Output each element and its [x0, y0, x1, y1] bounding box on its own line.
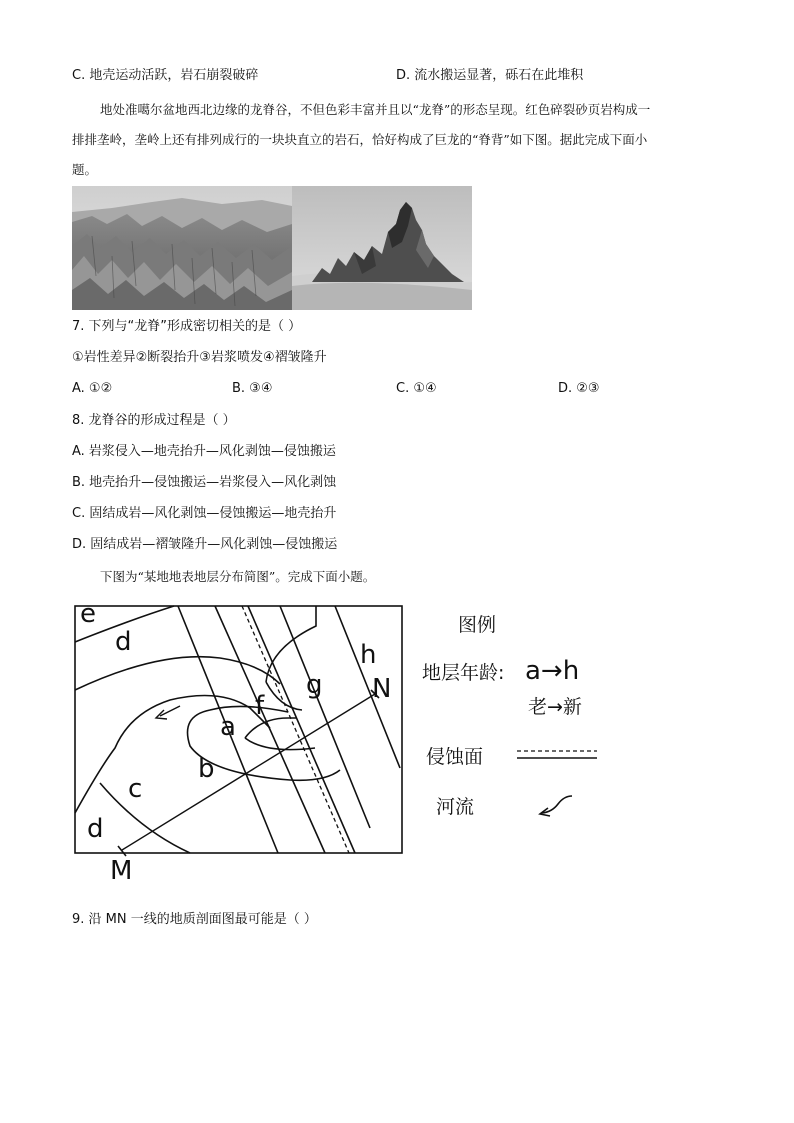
stratum-distribution-map [70, 598, 610, 897]
q9-stem: 9. 沿 MN 一线的地质剖面图最可能是（ ） [72, 912, 317, 927]
erosion-surface-solid [248, 606, 355, 853]
legend-erosion-symbol [517, 751, 597, 758]
map-label-n: N [372, 674, 392, 704]
boundary-c-d-lower [100, 783, 190, 853]
q8-stem: 8. 龙脊谷的形成过程是（ ） [72, 413, 236, 428]
legend-title: 图例 [458, 614, 497, 636]
passage1-line3: 题。 [72, 162, 98, 177]
q8-option-d: D. 固结成岩—褶皱隆升—风化剥蚀—侵蚀搬运 [72, 537, 338, 552]
boundary-f-g-mid [266, 682, 302, 710]
q6-option-d: D. 流水搬运显著，砾石在此堆积 [396, 68, 584, 83]
legend-age-range: a→h [525, 656, 580, 686]
stratum-line-3 [280, 606, 370, 828]
q8-option-b: B. 地壳抬升—侵蚀搬运—岩浆侵入—风化剥蚀 [72, 475, 337, 490]
photo-dragon-spine-rock [292, 186, 472, 310]
q8-option-c: C. 固结成岩—风化剥蚀—侵蚀搬运—地壳抬升 [72, 506, 337, 521]
photo-longji-valley-landscape [72, 186, 292, 310]
boundary-a-core-lower [245, 738, 315, 750]
q7-option-b: B. ③④ [232, 381, 273, 396]
q7-option-c: C. ①④ [396, 381, 437, 396]
q7-option-d: D. ②③ [558, 381, 600, 396]
q7-stem: 7. 下列与“龙脊”形成密切相关的是（ ） [72, 319, 302, 334]
map-label-a: a [220, 712, 236, 742]
q8-option-a: A. 岩浆侵入—地壳抬升—风化剥蚀—侵蚀搬运 [72, 444, 336, 459]
legend-erosion-label: 侵蚀面 [426, 746, 484, 768]
q7-items: ①岩性差异②断裂抬升③岩浆喷发④褶皱隆升 [72, 350, 327, 365]
map-label-g: g [306, 670, 323, 700]
passage2: 下图为“某地地表地层分布简图”。完成下面小题。 [100, 569, 376, 584]
map-label-c: c [128, 774, 143, 804]
passage1-line2: 排排垄岭，垄岭上还有排列成行的一块块直立的岩石，恰好构成了巨龙的“脊背”如下图。据此完成下面小 [72, 132, 648, 147]
boundary-d-c [75, 657, 280, 690]
passage1-line1: 地处准噶尔盆地西北边缘的龙脊谷，不但色彩丰富并且以“龙脊”的形态呈现。红色碎裂砂页岩构成一 [100, 102, 651, 117]
q7-option-a: A. ①② [72, 381, 113, 396]
boundary-c-b [75, 691, 270, 814]
map-label-e: e [80, 599, 96, 629]
map-label-b: b [198, 754, 215, 784]
map-label-f: f [255, 691, 265, 721]
map-label-h: h [360, 640, 377, 670]
map-label-d-bottom: d [87, 814, 104, 844]
boundary-a-core [245, 718, 296, 738]
q6-option-c: C. 地壳运动活跃，岩石崩裂破碎 [72, 68, 259, 83]
legend-river-symbol [540, 796, 572, 816]
map-label-d-top: d [115, 627, 132, 657]
legend-river-label: 河流 [436, 796, 475, 818]
legend-age-label: 地层年龄: [422, 662, 505, 684]
legend-age-note: 老→新 [528, 696, 582, 718]
map-label-m: M [110, 856, 133, 886]
